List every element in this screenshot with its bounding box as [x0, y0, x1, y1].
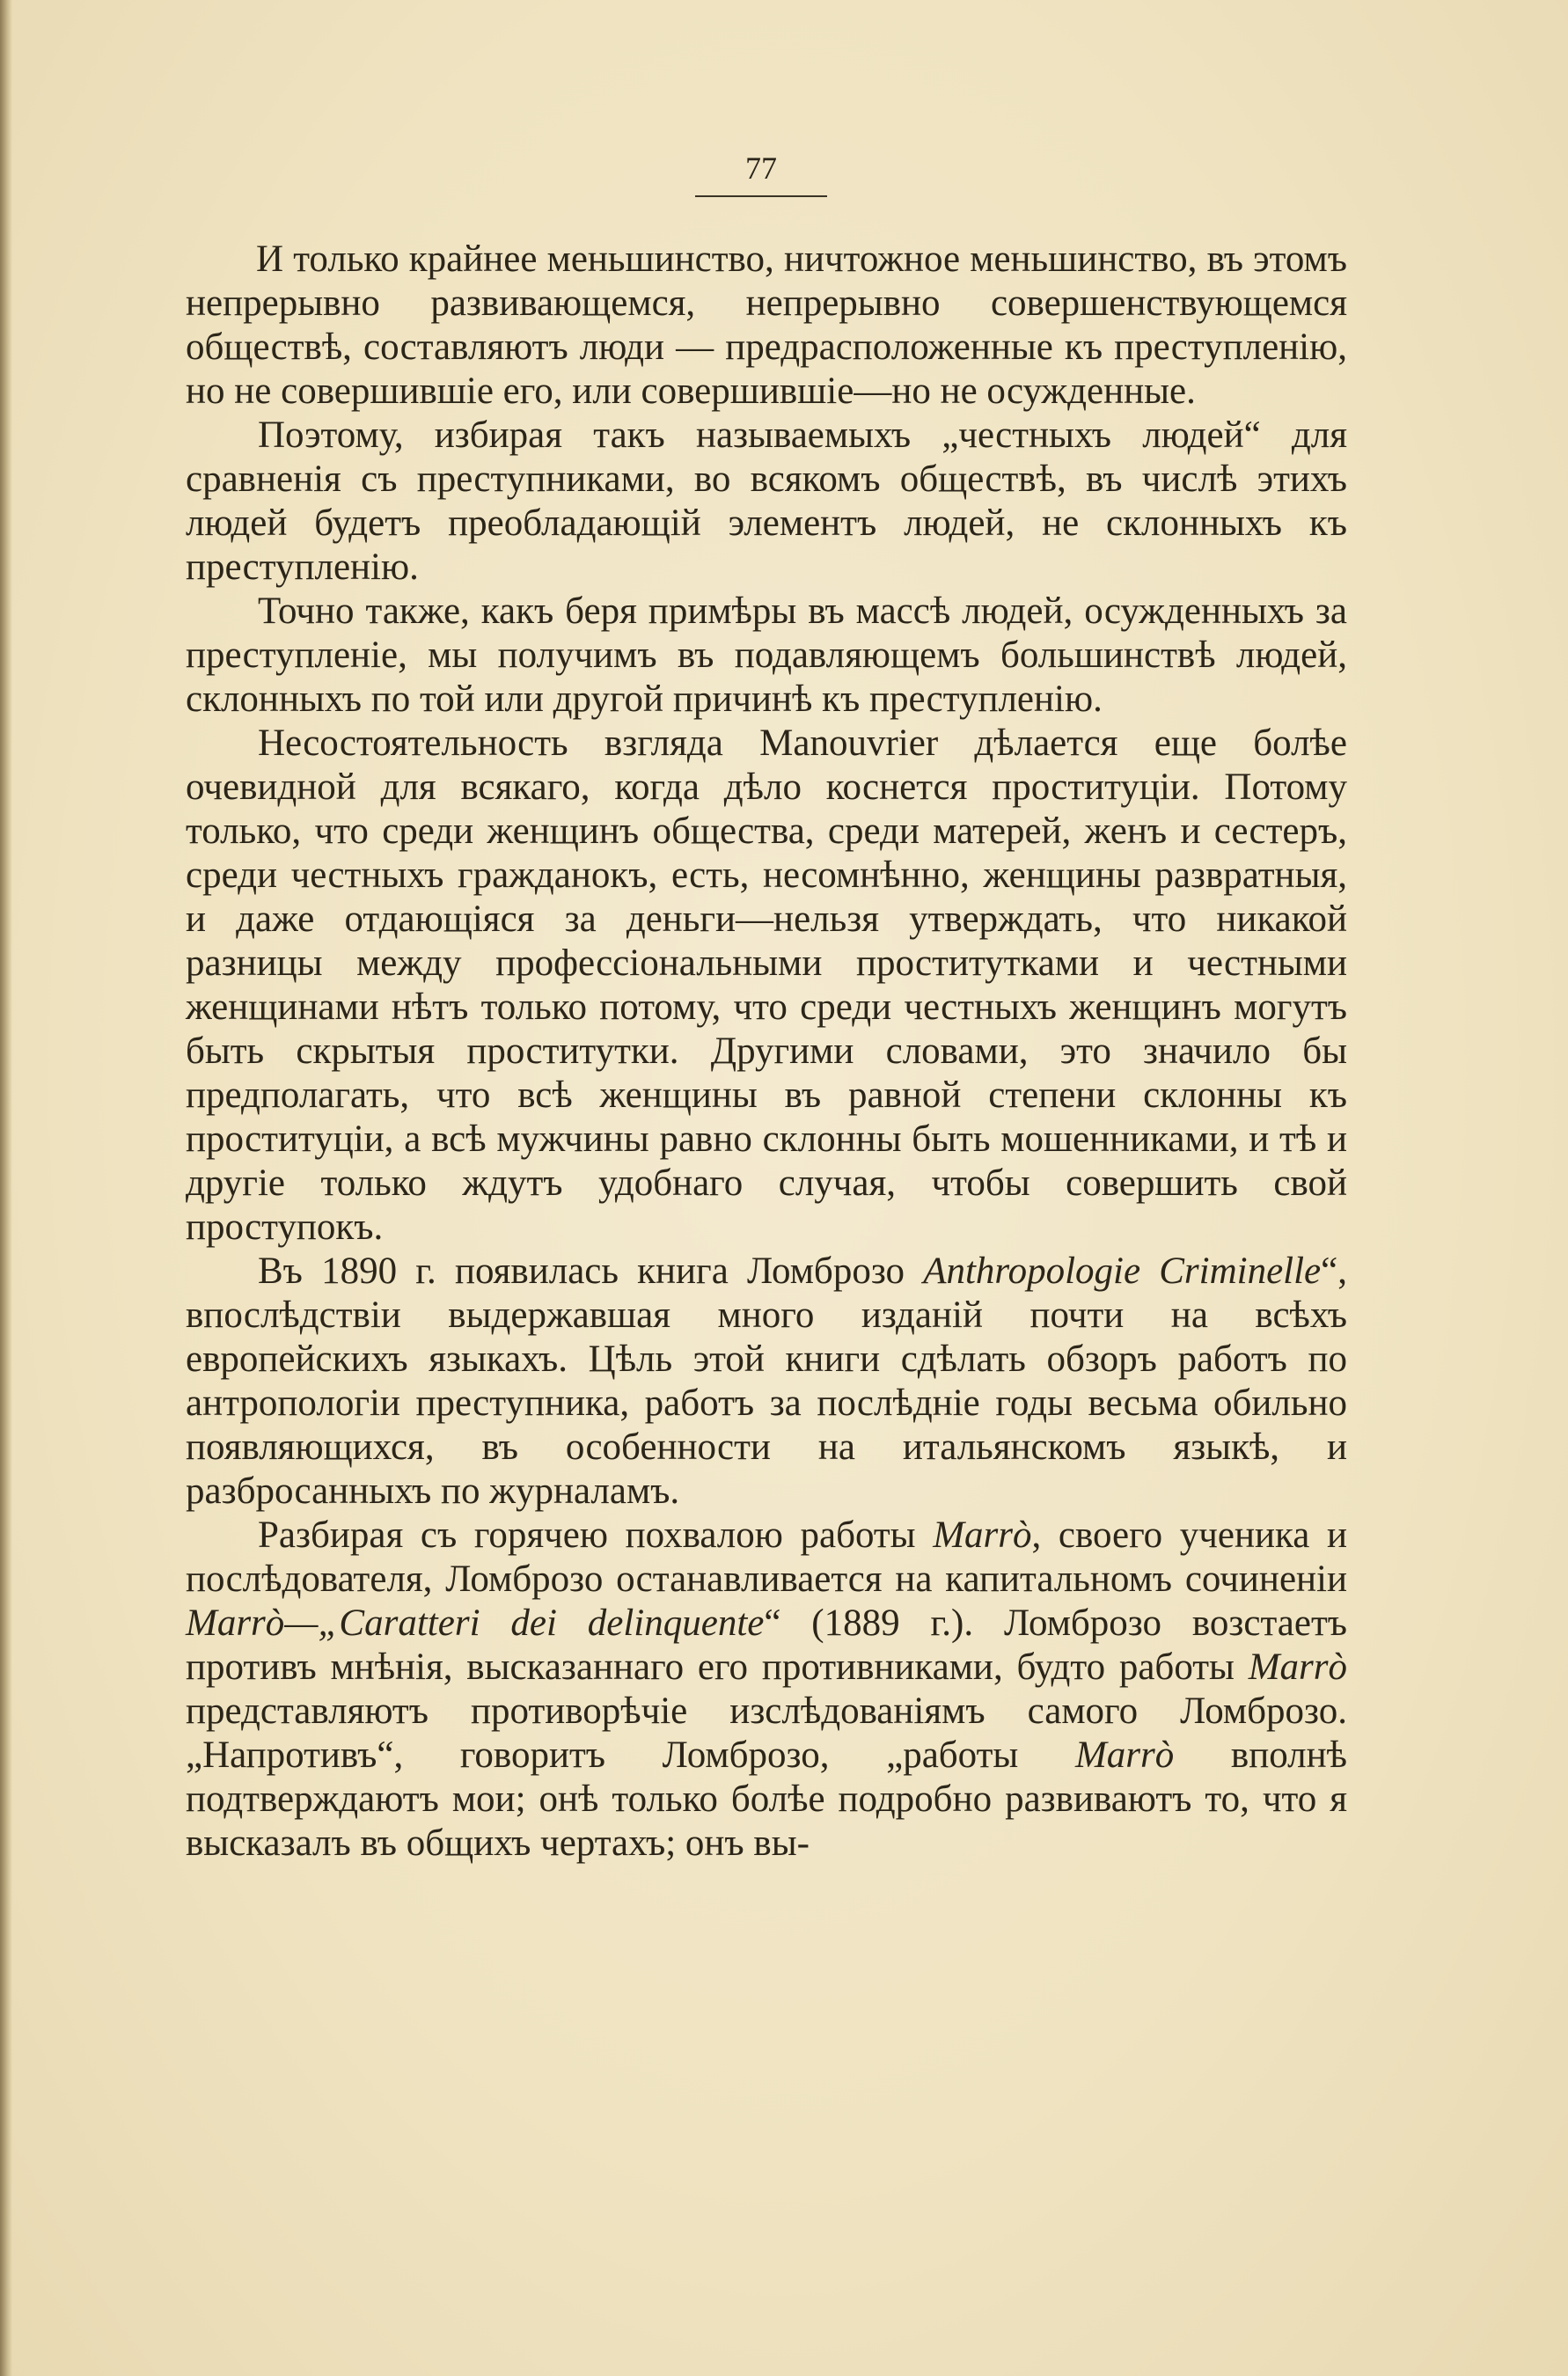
paragraph-text: Точно также, какъ беря примѣры въ массѣ людей, осужденныхъ за преступленіе, мы получимъ въ подавляющемъ большинствѣ людей, склонныхъ по той или другой причинѣ къ преступленію. [186, 590, 1347, 720]
body-text [186, 238, 1347, 1866]
paragraph [186, 238, 1347, 414]
italic-text: Marrò [1074, 1734, 1175, 1776]
paragraph-text: Несостоятельность взгляда Manouvrier дѣлается еще болѣе очевидной для всякаго, когда дѣло коснется проституціи. Потому только, что среди женщинъ общества, среди матерей, женъ и сестеръ, среди честныхъ гражданокъ, есть, несомнѣнно, женщины развратныя, и даже отдающіяся за деньги—нельзя утверждать, что никакой разницы между профессіональными проститутками и честными женщинами нѣтъ только потому, что среди честныхъ женщинъ могутъ быть скрытыя проститутки. Другими словами, это значило бы предполагать, что всѣ женщины въ равной степени склонны къ проституціи, а всѣ мужчины равно склонны быть мошенниками, и тѣ и другіе только ждутъ удобнаго случая, чтобы совершить свой проступокъ. [186, 722, 1347, 1248]
paragraph-text: представляютъ противорѣчіе изслѣдованіямъ самого Ломброзо. „Напротивъ“, говоритъ Ломброзо, „работы [186, 1690, 1347, 1776]
paragraph-text: Въ 1890 г. появилась книга Ломброзо [258, 1250, 924, 1292]
italic-text: Marrò [933, 1514, 1032, 1556]
page-number: 77 [745, 150, 777, 186]
paragraph [186, 1514, 1347, 1866]
paragraph-text: “ (1889 г.). Ломброзо возстаетъ противъ мнѣнія, высказаннаго его противниками, будто работы [186, 1602, 1347, 1688]
page-binding-edge [0, 0, 12, 2376]
page-number-rule [695, 195, 827, 197]
italic-text: Marrò—„Caratteri dei delinquente [186, 1602, 765, 1644]
paragraph [186, 590, 1347, 722]
paragraph-text: И только крайнее меньшинство, ничтожное меньшинство, въ этомъ непрерывно развивающемся, непрерывно совершенствующемся обществѣ, составляютъ люди — предрасположенные къ преступленію, но не совершившіе его, или совершившіе—но не осужденные. [186, 238, 1347, 412]
paragraph-text: “, впослѣдствіи выдержавшая много изданій почти на всѣхъ европейскихъ языкахъ. Цѣль этой книги сдѣлать обзоръ работъ по антропологіи преступника, работъ за послѣдніе годы весьма обильно появляющихся, въ особенности на итальянскомъ языкѣ, и разбросанныхъ по журналамъ. [186, 1250, 1347, 1512]
paragraph-text: Разбирая съ горячею похвалою работы [258, 1514, 934, 1556]
paragraph [186, 722, 1347, 1250]
paragraph-text: Поэтому, избирая такъ называемыхъ „честныхъ людей“ для сравненія съ преступниками, во всякомъ обществѣ, въ числѣ этихъ людей будетъ преобладающій элементъ людей, не склонныхъ къ преступленію. [186, 414, 1347, 588]
paragraph [186, 414, 1347, 590]
italic-text: Anthropologie Criminelle [923, 1250, 1322, 1292]
paragraph-text: , своего ученика и послѣдователя, Ломброзо останавливается на капитальномъ сочиненіи [186, 1514, 1348, 1600]
italic-text: Marrò [1248, 1646, 1347, 1688]
paragraph [186, 1250, 1347, 1514]
paragraph-text: вполнѣ подтверждаютъ мои; онѣ только болѣе подробно развиваютъ то, что я высказалъ въ общихъ чертахъ; онъ вы- [186, 1734, 1347, 1864]
